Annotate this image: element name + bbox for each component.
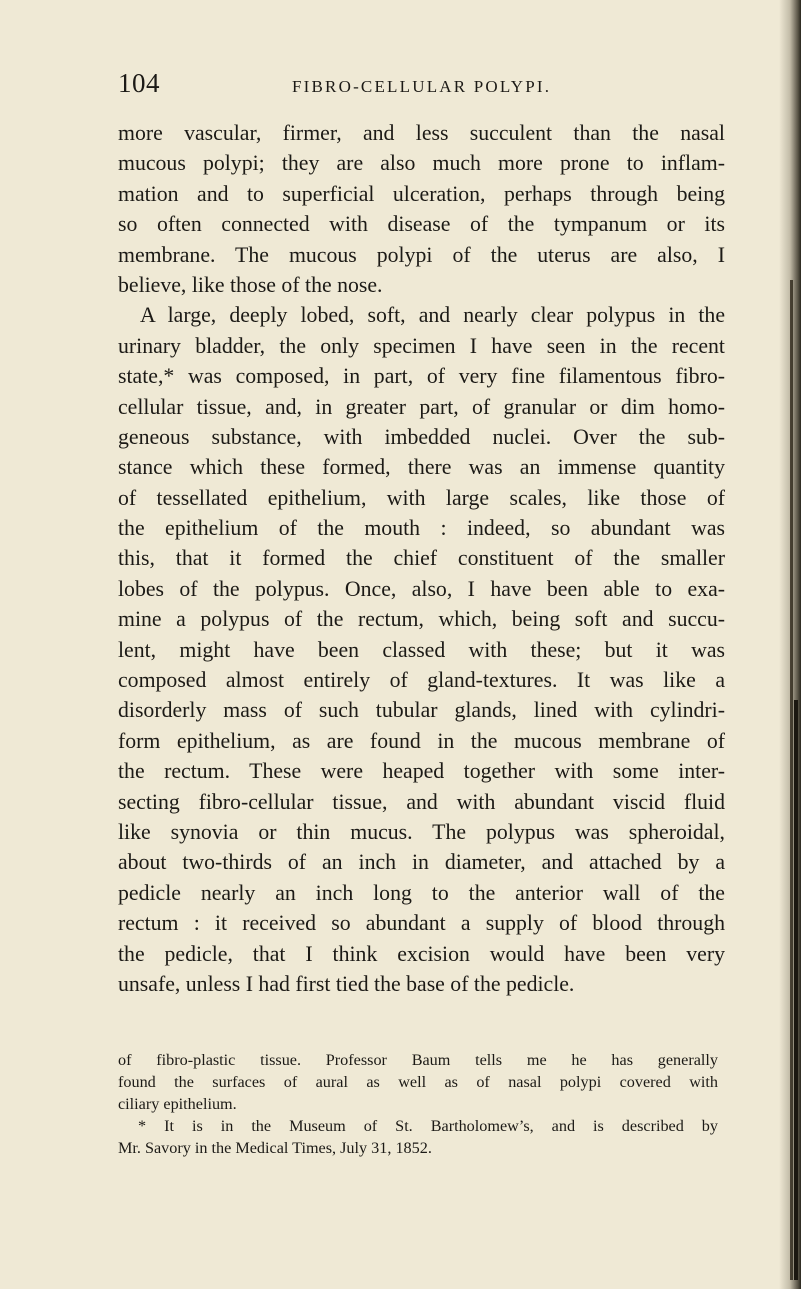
body-line: urinary bladder, the only specimen I have seen in the recent [118,333,725,358]
footnote-line: of fibro-plastic tissue. Professor Baum tells me he has generally [118,1051,718,1069]
footnote-line: found the surfaces of aural as well as of nasal polypi covered with [118,1073,718,1091]
body-line: mation and to superficial ulceration, perhaps through being [118,181,725,206]
body-line: lent, might have been classed with these; but it was [118,637,725,662]
body-line: disorderly mass of such tubular glands, lined with cylindri- [118,698,725,723]
body-line: the pedicle, that I think excision would have been very [118,941,725,966]
body-line: form epithelium, as are found in the mucous membrane of [118,728,725,753]
body-line: of tessellated epithelium, with large scales, like those of [118,485,725,510]
footnote-line: Mr. Savory in the Medical Times, July 31, 1852. [118,1139,432,1157]
page-number: 104 [118,68,160,98]
body-line: about two-thirds of an inch in diameter, and attached by a [118,850,725,875]
page-header [118,68,718,108]
body-line: state,* was composed, in part, of very fine filamentous fibro- [118,364,725,389]
body-line: the epithelium of the mouth : indeed, so abundant was [118,516,725,541]
body-line: rectum : it received so abundant a supply of blood through [118,911,725,936]
body-line: believe, like those of the nose. [118,272,383,297]
body-line: mine a polypus of the rectum, which, being soft and succu- [118,607,725,632]
body-line: unsafe, unless I had first tied the base of the pedicle. [118,971,575,996]
body-line: this, that it formed the chief constituent of the smaller [118,546,725,571]
body-line: the rectum. These were heaped together with some inter- [118,759,725,784]
page-edge-line [790,280,793,1280]
body-line: membrane. The mucous polypi of the uterus are also, I [118,242,725,267]
running-head: FIBRO-CELLULAR POLYPI. [292,77,552,96]
body-line: pedicle nearly an inch long to the anterior wall of the [118,880,725,905]
page-edge-binding [794,700,798,1280]
body-line: cellular tissue, and, in greater part, of granular or dim homo- [118,394,725,419]
footnotes [118,1049,718,1159]
body-text [118,118,725,999]
body-line: mucous polypi; they are also much more prone to inflam- [118,151,725,176]
body-line: so often connected with disease of the tympanum or its [118,212,725,237]
body-line: A large, deeply lobed, soft, and nearly clear polypus in the [140,303,725,328]
body-line: geneous substance, with imbedded nuclei. Over the sub- [118,424,725,449]
footnote-line: * It is in the Museum of St. Bartholomew’s, and is described by [138,1117,718,1135]
body-line: stance which these formed, there was an immense quantity [118,455,725,480]
footnote-line: ciliary epithelium. [118,1095,237,1113]
body-line: lobes of the polypus. Once, also, I have been able to exa- [118,576,725,601]
body-line: like synovia or thin mucus. The polypus was spheroidal, [118,819,725,844]
body-line: composed almost entirely of gland-textures. It was like a [118,668,725,693]
body-line: more vascular, firmer, and less succulent than the nasal [118,121,725,145]
body-line: secting fibro-cellular tissue, and with abundant viscid fluid [118,789,725,814]
